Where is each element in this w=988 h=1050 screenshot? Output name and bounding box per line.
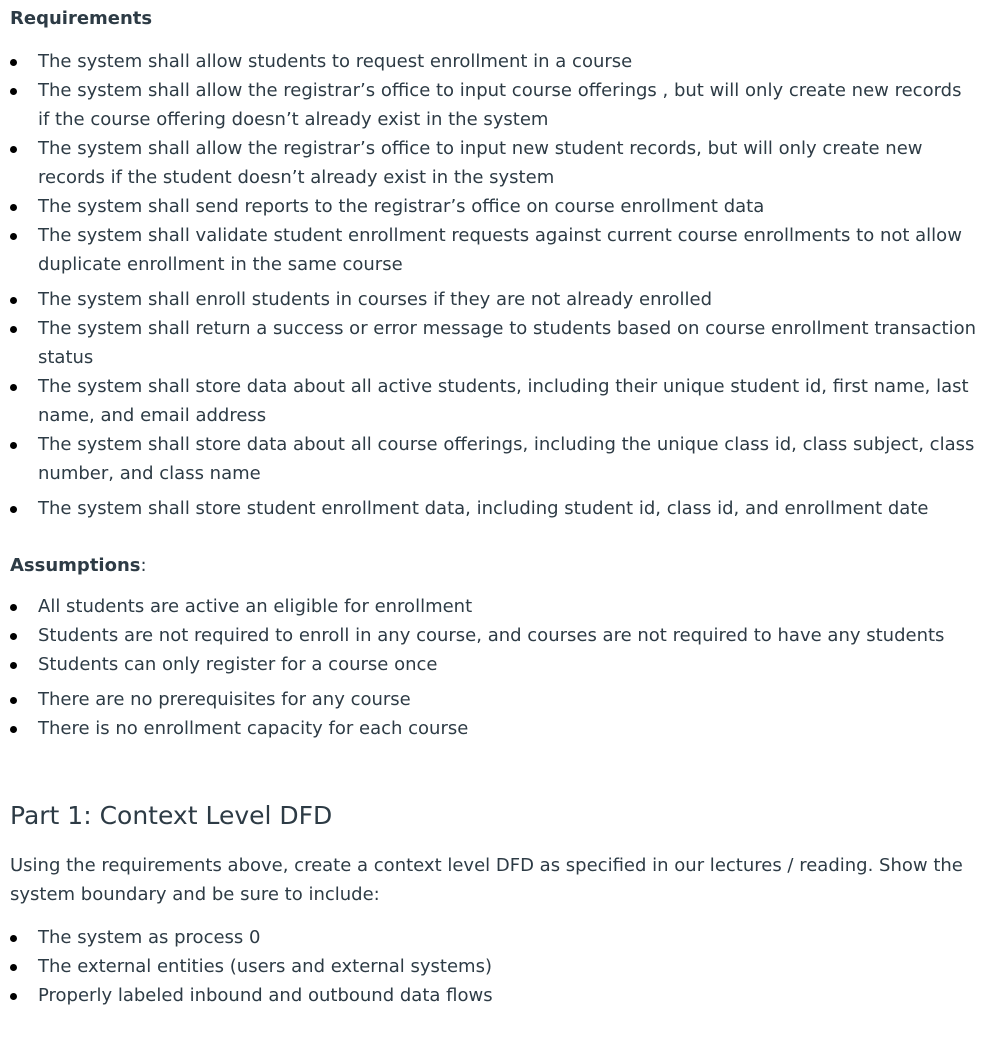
part1-intro: Using the requirements above, create a context level DFD as specified in our lectures / reading. Show the system boundary and be sure to include:: [10, 855, 963, 905]
list-item: The system shall return a success or error message to students based on course enrollment transaction status: [10, 314, 978, 372]
list-item: There are no prerequisites for any course: [10, 685, 978, 714]
list-item: The system shall allow the registrar’s office to input course offerings , but will only create new records if the course offering doesn’t already exist in the system: [10, 76, 978, 134]
list-item: Students are not required to enroll in any course, and courses are not required to have any students: [10, 621, 978, 650]
list-item: The system shall store data about all course offerings, including the unique class id, class subject, class number, and class name: [10, 430, 978, 488]
list-item: There is no enrollment capacity for each course: [10, 714, 978, 743]
list-item: All students are active an eligible for enrollment: [10, 592, 978, 621]
list-item: The system as process 0: [10, 923, 978, 952]
list-item: The external entities (users and external systems): [10, 952, 978, 981]
part1-list: [10, 923, 978, 1010]
assumptions-list: [10, 592, 978, 743]
assumptions-heading: [10, 551, 978, 580]
requirements-list: [10, 47, 978, 523]
list-item: The system shall validate student enrollment requests against current course enrollments to not allow duplicate enrollment in the same course: [10, 221, 978, 279]
list-item: The system shall store data about all active students, including their unique student id, first name, last name, and email address: [10, 372, 978, 430]
list-item: The system shall send reports to the registrar’s office on course enrollment data: [10, 192, 978, 221]
list-item: The system shall allow the registrar’s office to input new student records, but will only create new records if the student doesn’t already exist in the system: [10, 134, 978, 192]
part1-title: Part 1: Context Level DFD: [10, 801, 333, 830]
assumptions-heading-colon: :: [140, 555, 147, 576]
requirements-heading: Requirements: [10, 8, 153, 29]
list-item: Students can only register for a course once: [10, 650, 978, 679]
assumptions-heading-text: Assumptions: [10, 555, 141, 576]
list-item: The system shall store student enrollment data, including student id, class id, and enrollment date: [10, 494, 978, 523]
list-item: Properly labeled inbound and outbound data flows: [10, 981, 978, 1010]
list-item: The system shall enroll students in courses if they are not already enrolled: [10, 285, 978, 314]
list-item: The system shall allow students to request enrollment in a course: [10, 47, 978, 76]
